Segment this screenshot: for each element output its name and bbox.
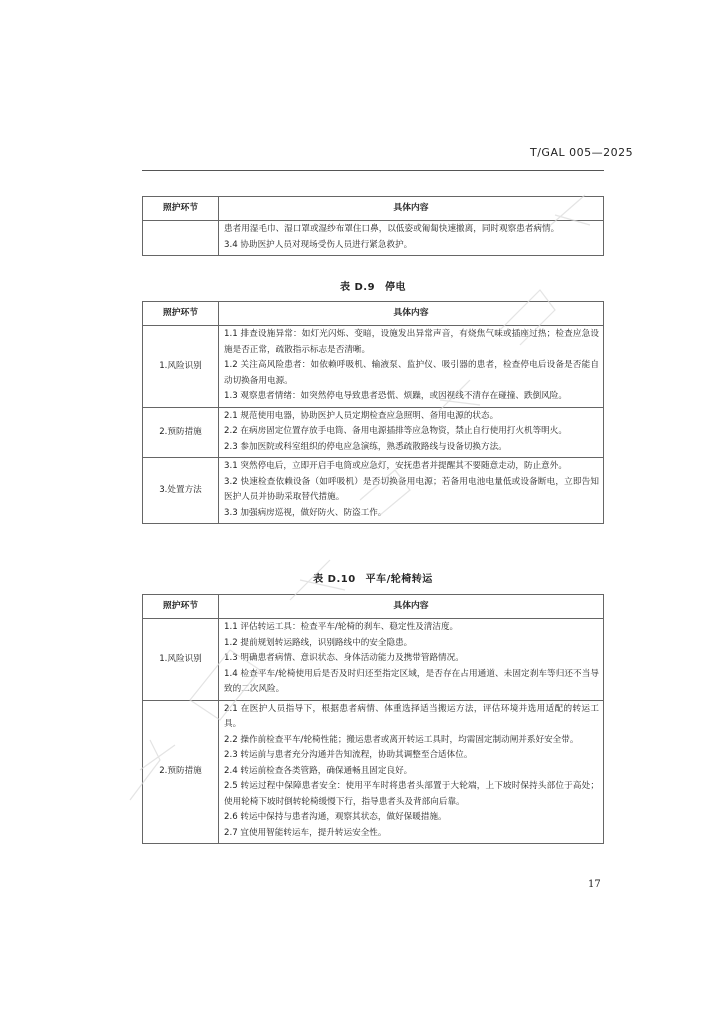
content-cell	[219, 221, 604, 256]
column-header-aspect: 照护环节	[143, 197, 219, 221]
content-item: 2.7 宜使用智能转运车，提升转运安全性。	[224, 827, 387, 838]
aspect-cell: 1.风险识别	[143, 326, 219, 408]
content-item: 1.2 关注高风险患者：如依赖呼吸机、输液泵、监护仪、吸引器的患者，检查停电后设备是否能自动切换备用电源。	[224, 360, 599, 386]
content-item: 3.1 突然停电后，立即开启手电筒或应急灯，安抚患者并提醒其不要随意走动，防止意外。	[224, 461, 567, 471]
content-item: 2.4 转运前检查各类管路，确保通畅且固定良好。	[224, 765, 413, 776]
content-item: 1.3 观察患者情绪：如突然停电导致患者恐慌、烦躁，或因视线不清存在碰撞、跌倒风险。	[224, 391, 567, 401]
table-row	[143, 407, 604, 458]
content-item: 2.6 转运中保持与患者沟通，观察其状态，做好保暖措施。	[224, 812, 447, 822]
aspect-cell: 2.预防措施	[143, 700, 219, 844]
content-item: 1.4 检查平车/轮椅使用后是否及时归还至指定区域，是否存在占用通道、未固定刹车等归还不当导致的二次风险。	[224, 668, 599, 694]
table-caption-d10	[142, 570, 604, 585]
table-row	[143, 700, 604, 844]
table-row	[143, 458, 604, 524]
table-stretcher-wheelchair-transfer	[142, 594, 604, 844]
content-cell	[219, 407, 604, 458]
content-cell	[219, 458, 604, 524]
column-header-content: 具体内容	[219, 197, 604, 221]
aspect-cell: 3.处置方法	[143, 458, 219, 524]
content-cell	[219, 619, 604, 701]
column-header-aspect: 照护环节	[143, 302, 219, 326]
aspect-cell: 1.风险识别	[143, 619, 219, 701]
content-item: 2.3 转运前与患者充分沟通并告知流程，协助其调整至合适体位。	[224, 750, 473, 760]
column-header-content: 具体内容	[219, 302, 604, 326]
page-number: 17	[588, 879, 601, 890]
content-cell	[219, 326, 604, 408]
content-item: 2.5 转运过程中保障患者安全：使用平车时将患者头部置于大轮端，上下坡时保持头部位于高处；使用轮椅下坡时倒转轮椅缓慢下行，指导患者头及背部向后靠。	[224, 781, 599, 807]
content-item: 1.3 明确患者病情、意识状态、身体活动能力及携带管路情况。	[224, 653, 464, 663]
caption-title: 停电	[385, 282, 407, 293]
content-item: 1.1 评估转运工具：检查平车/轮椅的刹车、稳定性及清洁度。	[224, 622, 459, 632]
column-header-aspect: 照护环节	[143, 595, 219, 619]
content-item: 3.3 加强病房巡视，做好防火、防盗工作。	[224, 507, 387, 518]
aspect-cell: 2.预防措施	[143, 407, 219, 458]
caption-number: 表 D.9	[339, 282, 376, 293]
column-header-content: 具体内容	[219, 595, 604, 619]
content-item: 2.2 在病房固定位置存放手电筒、备用电源插排等应急物资，禁止自行使用打火机等明火。	[224, 426, 567, 436]
table-row	[143, 326, 604, 408]
content-item: 患者用湿毛巾、湿口罩或湿纱布罩住口鼻，以低姿或匍匐快速撤离，同时观察患者病情。	[224, 224, 560, 234]
caption-number: 表 D.10	[313, 574, 356, 585]
content-item: 1.2 提前规划转运路线，识别路线中的安全隐患。	[224, 637, 413, 648]
aspect-cell	[143, 221, 219, 256]
content-item: 2.2 操作前检查平车/轮椅性能；搬运患者或离开转运工具时，均需固定制动闸并系好安全带。	[224, 734, 579, 745]
header-rule	[142, 170, 604, 171]
table-continued	[142, 196, 604, 256]
standard-code: T/GAL 005—2025	[530, 146, 634, 159]
content-item: 2.3 参加医院或科室组织的停电应急演练，熟悉疏散路线与设备切换方法。	[224, 441, 507, 452]
table-row	[143, 619, 604, 701]
content-item: 3.2 快速检查依赖设备（如呼吸机）是否切换备用电源；若备用电池电量低或设备断电，立即告知医护人员并协助采取替代措施。	[224, 476, 599, 502]
table-power-outage	[142, 301, 604, 524]
table-caption-d9	[142, 278, 604, 293]
content-item: 3.4 协助医护人员对现场受伤人员进行紧急救护。	[224, 239, 413, 250]
content-cell	[219, 700, 604, 844]
caption-title: 平车/轮椅转运	[365, 574, 433, 585]
table-row	[143, 221, 604, 256]
content-item: 2.1 在医护人员指导下，根据患者病情、体重选择适当搬运方法，评估环境并选用适配的转运工具。	[224, 703, 599, 729]
content-item: 2.1 规范使用电器，协助医护人员定期检查应急照明、备用电源的状态。	[224, 410, 499, 421]
content-item: 1.1 排查设施异常：如灯光闪烁、变暗，设施发出异常声音，有烧焦气味或插座过热；检查应急设施是否正常，疏散指示标志是否清晰。	[224, 329, 599, 355]
